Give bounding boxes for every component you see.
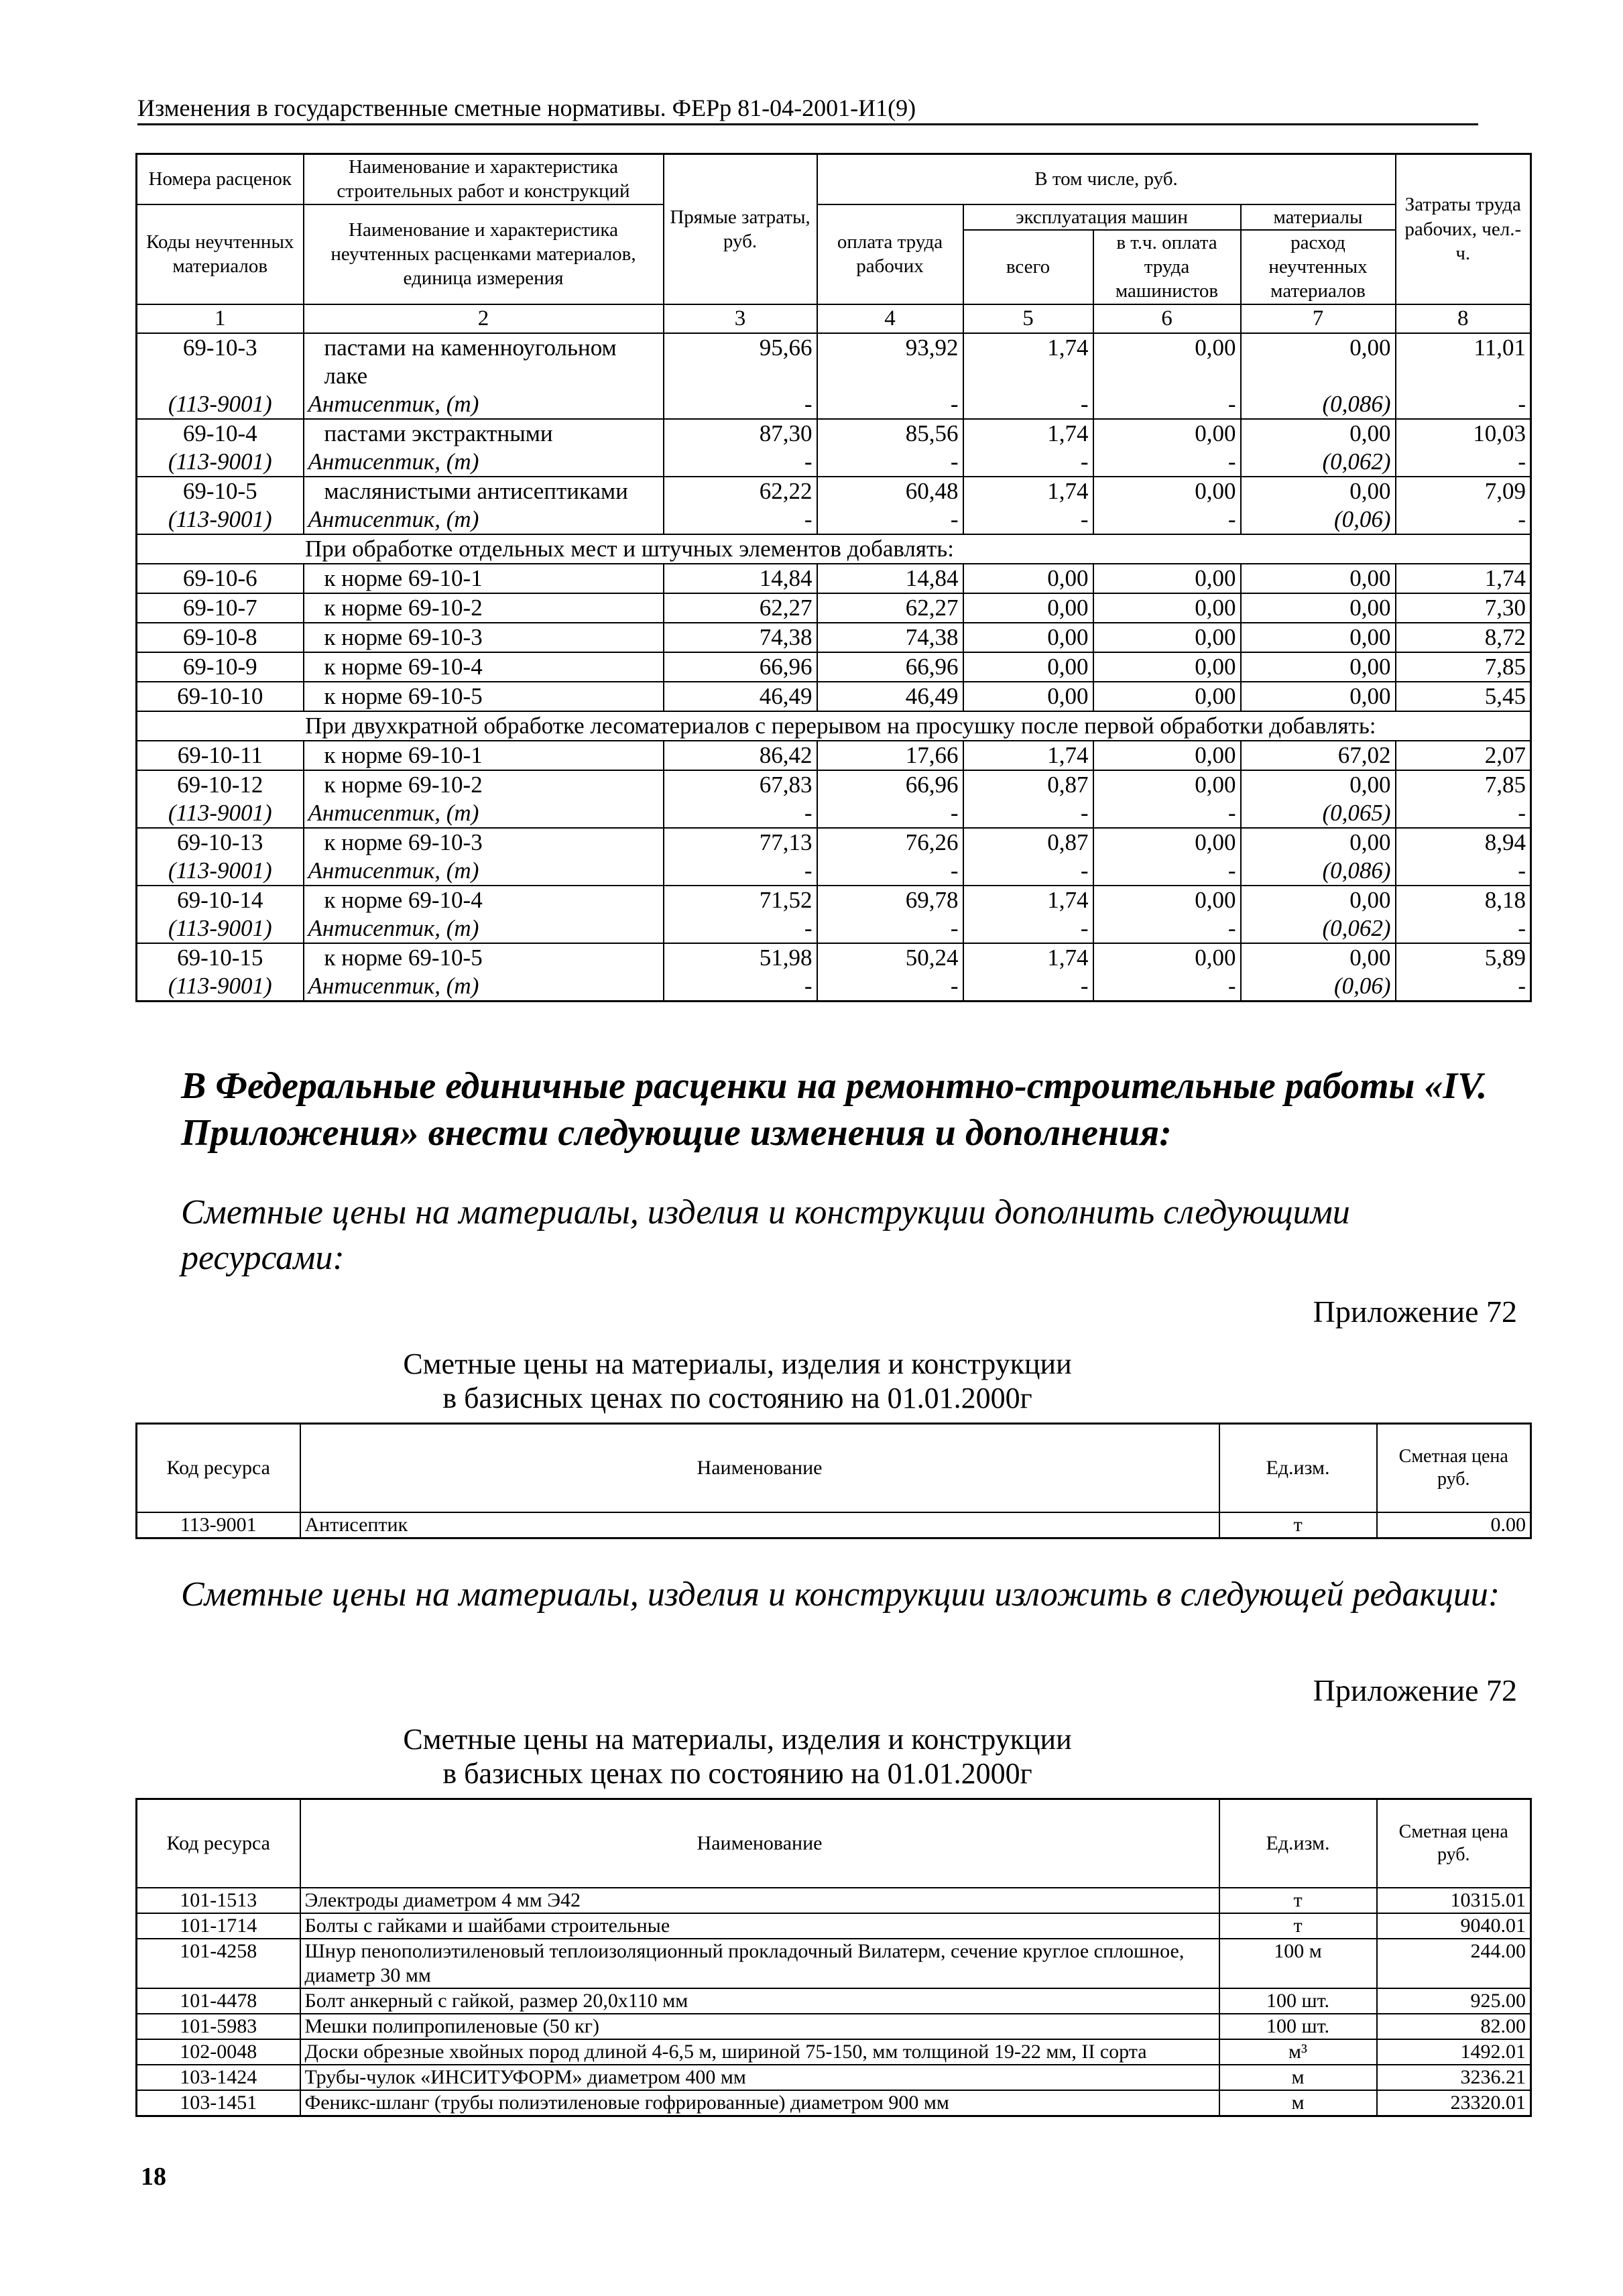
table-row [137, 2039, 1531, 2065]
material-name: Антисептик, (т) [304, 505, 664, 534]
col-head-machines: эксплуатация машин [963, 204, 1241, 230]
rate-code: 69-10-3 [137, 333, 304, 390]
value-cell: - [664, 857, 817, 886]
material-row [137, 505, 1531, 534]
section-heading: В Федеральные единичные расценки на ремонтно-строительные работы «IV. Приложения» внести следующие изменения и дополнения: [181, 1065, 1488, 1154]
rate-code: 69-10-8 [137, 623, 304, 652]
resource-name: Шнур пенополиэтиленовый теплоизоляционный прокладочный Вилатерм, сечение круглое сплошное, диаметр 30 мм [300, 1939, 1219, 1988]
value-cell: 71,52 [664, 886, 817, 914]
table-row [137, 564, 1531, 593]
header-row [137, 1799, 1531, 1888]
section-row [137, 711, 1531, 741]
resource-unit: т [1219, 1913, 1377, 1939]
value-cell: - [1093, 972, 1241, 1002]
material-name: Антисептик, (т) [304, 914, 664, 943]
rate-name: к норме 69-10-4 [304, 886, 664, 914]
rate-code: 69-10-12 [137, 770, 304, 799]
col-head-workers-pay: оплата труда рабочих [817, 204, 963, 304]
col-head-direct-costs: Прямые затраты, руб. [664, 154, 817, 304]
table-row [137, 333, 1531, 390]
value-cell: 0,87 [963, 828, 1093, 857]
value-cell: 1,74 [963, 419, 1093, 448]
price-title-1-line2: в базисных ценах по состоянию на 01.01.2000г [442, 1381, 1032, 1414]
rate-code: 69-10-5 [137, 477, 304, 505]
resource-unit: м [1219, 2090, 1377, 2116]
value-cell: 7,30 [1396, 593, 1531, 623]
material-code: (113-9001) [137, 505, 304, 534]
resource-unit: м [1219, 2065, 1377, 2090]
value-cell: 8,18 [1396, 886, 1531, 914]
table-row [137, 2014, 1531, 2039]
resource-name: Антисептик [300, 1512, 1219, 1538]
appendix-label-2: Приложение 72 [1313, 1673, 1517, 1707]
value-cell: - [963, 448, 1093, 477]
value-cell: (0,065) [1241, 799, 1396, 828]
material-code: (113-9001) [137, 799, 304, 828]
rate-name: к норме 69-10-1 [304, 741, 664, 770]
value-cell: - [1396, 914, 1531, 943]
value-cell: 0,00 [1241, 943, 1396, 972]
table-row [137, 1988, 1531, 2014]
table-row [137, 2065, 1531, 2090]
value-cell: 1,74 [963, 886, 1093, 914]
value-cell: 74,38 [817, 623, 963, 652]
table-row [137, 741, 1531, 770]
resource-name: Трубы-чулок «ИНСИТУФОРМ» диаметром 400 мм [300, 2065, 1219, 2090]
value-cell: - [664, 505, 817, 534]
value-cell: 93,92 [817, 333, 963, 390]
value-cell: 1,74 [963, 477, 1093, 505]
value-cell: 11,01 [1396, 333, 1531, 390]
table-row [137, 593, 1531, 623]
section-label: При двухкратной обработке лесоматериалов с перерывом на просушку после первой обработки добавлять: [137, 711, 1531, 741]
material-name: Антисептик, (т) [304, 799, 664, 828]
value-cell: 0,00 [963, 623, 1093, 652]
table-row [137, 1913, 1531, 1939]
value-cell: 0,00 [1241, 564, 1396, 593]
value-cell: 66,96 [664, 652, 817, 682]
col-head-price: Сметная цена руб. [1377, 1799, 1531, 1888]
value-cell: 77,13 [664, 828, 817, 857]
value-cell: 17,66 [817, 741, 963, 770]
value-cell: (0,06) [1241, 505, 1396, 534]
col-head-code: Код ресурса [137, 1799, 300, 1888]
value-cell: 95,66 [664, 333, 817, 390]
value-cell: 14,84 [664, 564, 817, 593]
value-cell: (0,086) [1241, 857, 1396, 886]
resource-price: 244.00 [1377, 1939, 1531, 1988]
resource-code: 101-4258 [137, 1939, 300, 1988]
table-row [137, 1939, 1531, 1988]
resource-name: Доски обрезные хвойных пород длиной 4-6,5 м, шириной 75-150, мм толщиной 19-22 мм, II сорта [300, 2039, 1219, 2065]
resource-price: 925.00 [1377, 1988, 1531, 2014]
value-cell: - [817, 505, 963, 534]
value-cell: 76,26 [817, 828, 963, 857]
value-cell: 5,45 [1396, 682, 1531, 711]
value-cell: 0,00 [1093, 943, 1241, 972]
value-cell: 0,87 [963, 770, 1093, 799]
resource-name: Феникс-шланг (трубы полиэтиленовые гофрированные) диаметром 900 мм [300, 2090, 1219, 2116]
value-cell: 2,07 [1396, 741, 1531, 770]
value-cell: - [1093, 390, 1241, 419]
value-cell: 74,38 [664, 623, 817, 652]
rate-name: к норме 69-10-1 [304, 564, 664, 593]
value-cell: 0,00 [963, 652, 1093, 682]
value-cell: - [963, 799, 1093, 828]
table-row [137, 682, 1531, 711]
value-cell: 87,30 [664, 419, 817, 448]
resource-unit: 100 шт. [1219, 1988, 1377, 2014]
value-cell: - [664, 799, 817, 828]
value-cell: - [1396, 857, 1531, 886]
col-head-material-codes: Коды неучтенных материалов [137, 204, 304, 304]
value-cell: 1,74 [1396, 564, 1531, 593]
material-code: (113-9001) [137, 390, 304, 419]
col-head-name: Наименование [300, 1799, 1219, 1888]
resource-unit: 100 шт. [1219, 2014, 1377, 2039]
price-table-add [135, 1423, 1532, 1539]
resource-name: Болты с гайками и шайбами строительные [300, 1913, 1219, 1939]
resource-code: 101-1513 [137, 1888, 300, 1913]
rate-code: 69-10-14 [137, 886, 304, 914]
value-cell: 86,42 [664, 741, 817, 770]
value-cell: 66,96 [817, 770, 963, 799]
material-row [137, 448, 1531, 477]
value-cell: 69,78 [817, 886, 963, 914]
value-cell: 0,00 [1093, 828, 1241, 857]
column-number: 7 [1241, 304, 1396, 333]
resource-price: 9040.01 [1377, 1913, 1531, 1939]
table-row [137, 770, 1531, 799]
value-cell: 62,27 [817, 593, 963, 623]
resource-unit: т [1219, 1512, 1377, 1538]
value-cell: 0,00 [1093, 419, 1241, 448]
resource-price: 82.00 [1377, 2014, 1531, 2039]
resource-name: Болт анкерный с гайкой, размер 20,0х110 мм [300, 1988, 1219, 2014]
resource-unit: м³ [1219, 2039, 1377, 2065]
col-head-materials: материалы [1241, 204, 1396, 230]
resource-price: 10315.01 [1377, 1888, 1531, 1913]
value-cell: (0,062) [1241, 448, 1396, 477]
rate-name: к норме 69-10-5 [304, 682, 664, 711]
value-cell: - [817, 799, 963, 828]
value-cell: - [817, 914, 963, 943]
material-code: (113-9001) [137, 914, 304, 943]
col-head-total: всего [963, 230, 1093, 304]
col-head-operators-pay: в т.ч. оплата труда машинистов [1093, 230, 1241, 304]
paragraph-add: Сметные цены на материалы, изделия и конструкции дополнить следующими ресурсами: [181, 1193, 1350, 1277]
value-cell: 0,00 [1241, 770, 1396, 799]
col-head-name: Наименование [300, 1424, 1219, 1513]
table-row [137, 623, 1531, 652]
value-cell: 62,22 [664, 477, 817, 505]
rate-code: 69-10-6 [137, 564, 304, 593]
value-cell: - [817, 857, 963, 886]
value-cell: 0,00 [963, 593, 1093, 623]
value-cell: 0,00 [1241, 682, 1396, 711]
value-cell: - [963, 857, 1093, 886]
value-cell: 85,56 [817, 419, 963, 448]
price-title-2-line1: Сметные цены на материалы, изделия и конструкции [403, 1723, 1072, 1756]
rate-name: пастами на каменноугольном лаке [304, 333, 664, 390]
value-cell: (0,086) [1241, 390, 1396, 419]
price-title-2 [402, 1723, 1073, 1791]
material-name: Антисептик, (т) [304, 448, 664, 477]
rate-code: 69-10-7 [137, 593, 304, 623]
resource-code: 101-4478 [137, 1988, 300, 2014]
column-number: 3 [664, 304, 817, 333]
rate-name: к норме 69-10-3 [304, 623, 664, 652]
col-head-group: В том числе, руб. [817, 154, 1396, 204]
column-number: 2 [304, 304, 664, 333]
col-head-work-name: Наименование и характеристика строительных работ и конструкций [304, 154, 664, 204]
material-code: (113-9001) [137, 972, 304, 1002]
resource-code: 102-0048 [137, 2039, 300, 2065]
value-cell: - [963, 390, 1093, 419]
table-row [137, 477, 1531, 505]
table-row [137, 1512, 1531, 1538]
value-cell: 0,00 [963, 682, 1093, 711]
column-number: 5 [963, 304, 1093, 333]
price-title-1-line1: Сметные цены на материалы, изделия и конструкции [403, 1347, 1072, 1380]
resource-price: 0.00 [1377, 1512, 1531, 1538]
column-number: 4 [817, 304, 963, 333]
section-row [137, 534, 1531, 564]
value-cell: 0,00 [1241, 419, 1396, 448]
value-cell: - [664, 390, 817, 419]
rate-name: к норме 69-10-4 [304, 652, 664, 682]
value-cell: 67,02 [1241, 741, 1396, 770]
value-cell: 0,00 [1241, 477, 1396, 505]
rate-code: 69-10-15 [137, 943, 304, 972]
paragraph-replace: Сметные цены на материалы, изделия и конструкции изложить в следующей редакции: [181, 1575, 1500, 1614]
value-cell: 0,00 [1241, 333, 1396, 390]
value-cell: 1,74 [963, 333, 1093, 390]
rate-name: к норме 69-10-2 [304, 770, 664, 799]
value-cell: 8,94 [1396, 828, 1531, 857]
resource-code: 103-1424 [137, 2065, 300, 2090]
table-row [137, 886, 1531, 914]
rate-code: 69-10-9 [137, 652, 304, 682]
value-cell: 0,00 [1241, 886, 1396, 914]
value-cell: 0,00 [1093, 477, 1241, 505]
value-cell: - [1396, 972, 1531, 1002]
col-head-material-name: Наименование и характеристика неучтенных расценками материалов, единица измерения [304, 204, 664, 304]
value-cell: - [1396, 448, 1531, 477]
value-cell: - [817, 972, 963, 1002]
material-name: Антисептик, (т) [304, 972, 664, 1002]
value-cell: - [817, 448, 963, 477]
value-cell: 0,00 [1241, 593, 1396, 623]
value-cell: 46,49 [664, 682, 817, 711]
value-cell: - [1396, 505, 1531, 534]
value-cell: - [1093, 448, 1241, 477]
col-head-unit: Ед.изм. [1219, 1424, 1377, 1513]
value-cell: 14,84 [817, 564, 963, 593]
value-cell: 7,85 [1396, 770, 1531, 799]
column-number: 1 [137, 304, 304, 333]
value-cell: 0,00 [1241, 623, 1396, 652]
table-row [137, 2090, 1531, 2116]
value-cell: 0,00 [1241, 652, 1396, 682]
value-cell: 46,49 [817, 682, 963, 711]
value-cell: 5,89 [1396, 943, 1531, 972]
resource-code: 101-1714 [137, 1913, 300, 1939]
resource-code: 103-1451 [137, 2090, 300, 2116]
resource-price: 23320.01 [1377, 2090, 1531, 2116]
table-row [137, 943, 1531, 972]
rate-code: 69-10-11 [137, 741, 304, 770]
resource-code: 113-9001 [137, 1512, 300, 1538]
value-cell: 66,96 [817, 652, 963, 682]
resource-price: 3236.21 [1377, 2065, 1531, 2090]
material-code: (113-9001) [137, 448, 304, 477]
material-row [137, 799, 1531, 828]
value-cell: - [664, 972, 817, 1002]
material-name: Антисептик, (т) [304, 857, 664, 886]
resource-unit: 100 м [1219, 1939, 1377, 1988]
value-cell: - [1396, 390, 1531, 419]
material-code: (113-9001) [137, 857, 304, 886]
value-cell: 1,74 [963, 741, 1093, 770]
value-cell: 0,00 [1093, 593, 1241, 623]
material-row [137, 857, 1531, 886]
resource-price: 1492.01 [1377, 2039, 1531, 2065]
resource-code: 101-5983 [137, 2014, 300, 2039]
price-title-2-line2: в базисных ценах по состоянию на 01.01.2000г [442, 1756, 1032, 1790]
value-cell: 67,83 [664, 770, 817, 799]
material-row [137, 914, 1531, 943]
col-head-unit: Ед.изм. [1219, 1799, 1377, 1888]
value-cell: 0,00 [1093, 623, 1241, 652]
material-row [137, 972, 1531, 1002]
rate-code: 69-10-4 [137, 419, 304, 448]
section-label: При обработке отдельных мест и штучных элементов добавлять: [137, 534, 1531, 564]
material-name: Антисептик, (т) [304, 390, 664, 419]
page-number: 18 [141, 2163, 166, 2191]
value-cell: - [1093, 505, 1241, 534]
value-cell: 0,00 [1093, 333, 1241, 390]
value-cell: - [817, 390, 963, 419]
value-cell: 0,00 [1093, 564, 1241, 593]
value-cell: 0,00 [1093, 886, 1241, 914]
running-header: Изменения в государственные сметные нормативы. ФЕРр 81-04-2001-И1(9) [137, 94, 1478, 125]
rate-code: 69-10-13 [137, 828, 304, 857]
resource-name: Мешки полипропиленовые (50 кг) [300, 2014, 1219, 2039]
col-head-code: Код ресурса [137, 1424, 300, 1513]
material-row [137, 390, 1531, 419]
value-cell: 0,00 [1093, 741, 1241, 770]
resource-unit: т [1219, 1888, 1377, 1913]
value-cell: (0,06) [1241, 972, 1396, 1002]
col-head-price: Сметная цена руб. [1377, 1424, 1531, 1513]
col-head-rate-numbers: Номера расценок [137, 154, 304, 204]
table-row [137, 828, 1531, 857]
value-cell: 0,00 [963, 564, 1093, 593]
value-cell: - [1093, 857, 1241, 886]
resource-name: Электроды диаметром 4 мм Э42 [300, 1888, 1219, 1913]
price-title-1 [402, 1347, 1073, 1415]
table-row [137, 1888, 1531, 1913]
value-cell: 62,27 [664, 593, 817, 623]
price-table-replace [135, 1798, 1532, 2117]
value-cell: - [963, 914, 1093, 943]
value-cell: 1,74 [963, 943, 1093, 972]
value-cell: 0,00 [1241, 828, 1396, 857]
value-cell: - [664, 448, 817, 477]
value-cell: (0,062) [1241, 914, 1396, 943]
rate-name: к норме 69-10-3 [304, 828, 664, 857]
value-cell: - [963, 505, 1093, 534]
value-cell: - [1396, 799, 1531, 828]
value-cell: 10,03 [1396, 419, 1531, 448]
rate-name: маслянистыми антисептиками [304, 477, 664, 505]
value-cell: - [1093, 914, 1241, 943]
value-cell: - [963, 972, 1093, 1002]
value-cell: 60,48 [817, 477, 963, 505]
column-number: 6 [1093, 304, 1241, 333]
appendix-label-1: Приложение 72 [1313, 1294, 1517, 1329]
value-cell: 0,00 [1093, 770, 1241, 799]
value-cell: 51,98 [664, 943, 817, 972]
rate-name: пастами экстрактными [304, 419, 664, 448]
table-row [137, 419, 1531, 448]
rate-name: к норме 69-10-2 [304, 593, 664, 623]
column-number: 8 [1396, 304, 1531, 333]
rate-code: 69-10-10 [137, 682, 304, 711]
value-cell: 8,72 [1396, 623, 1531, 652]
value-cell: - [664, 914, 817, 943]
header-row [137, 1424, 1531, 1513]
value-cell: 0,00 [1093, 682, 1241, 711]
value-cell: 50,24 [817, 943, 963, 972]
value-cell: - [1093, 799, 1241, 828]
rates-table [135, 153, 1532, 1002]
value-cell: 0,00 [1093, 652, 1241, 682]
table-row [137, 652, 1531, 682]
rate-name: к норме 69-10-5 [304, 943, 664, 972]
value-cell: 7,09 [1396, 477, 1531, 505]
value-cell: 7,85 [1396, 652, 1531, 682]
col-head-labor: Затраты труда рабочих, чел.-ч. [1396, 154, 1531, 304]
col-head-material-use: расход неучтенных материалов [1241, 230, 1396, 304]
